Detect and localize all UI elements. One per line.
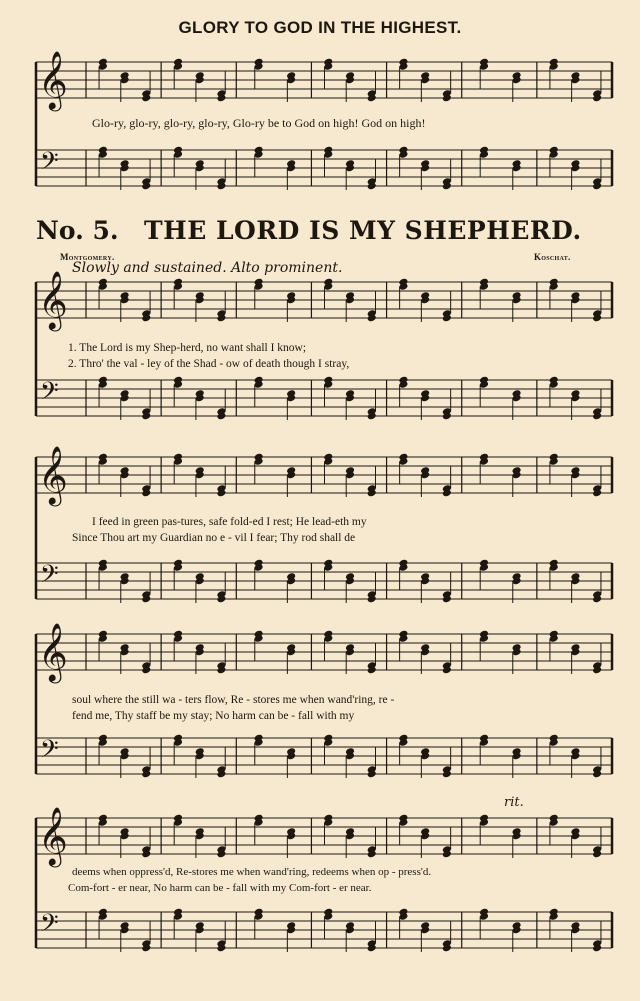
treble-clef: 𝄞 bbox=[38, 50, 68, 110]
bass-clef: 𝄢 bbox=[40, 734, 59, 769]
tempo-marking: Slowly and sustained. Alto prominent. bbox=[72, 260, 343, 276]
bass-clef: 𝄢 bbox=[40, 559, 59, 594]
treble-clef: 𝄞 bbox=[38, 270, 68, 330]
lyric-s3-v2: fend me, Thy staff be my stay; No harm can be - fall with my bbox=[72, 710, 355, 722]
treble-clef: 𝄞 bbox=[38, 622, 68, 682]
hymn-number: No. 5. bbox=[36, 216, 119, 245]
bass-clef: 𝄢 bbox=[40, 376, 59, 411]
lyric-s1-v1: 1. The Lord is my Shep-herd, no want shall I know; bbox=[68, 342, 307, 354]
lyric-s1-v2: 2. Thro' the val - ley of the Shad - ow of death though I stray, bbox=[68, 358, 350, 370]
bass-clef: 𝄢 bbox=[40, 908, 59, 943]
lyric-s3-v1: soul where the still wa - ters flow, Re - stores me when wand'ring, re - bbox=[72, 694, 395, 706]
treble-clef: 𝄞 bbox=[38, 445, 68, 505]
lyric-s2-v2: Since Thou art my Guardian no e - vil I fear; Thy rod shall de bbox=[72, 532, 356, 544]
lyric-s4-v2: Com-fort - er near, No harm can be - fall with my Com-fort - er near. bbox=[68, 882, 372, 894]
rit-marking: rit. bbox=[504, 795, 524, 810]
composer-credit: Koschat. bbox=[534, 252, 571, 262]
treble-clef: 𝄞 bbox=[38, 806, 68, 866]
hymn-header bbox=[36, 216, 616, 250]
author-credit: Montgomery. bbox=[60, 252, 115, 262]
bass-clef: 𝄢 bbox=[40, 146, 59, 181]
lyric-s2-v1: I feed in green pas-tures, safe fold-ed I rest; He lead-eth my bbox=[92, 516, 367, 528]
hymn-title: THE LORD IS MY SHEPHERD. bbox=[144, 216, 582, 245]
top-hymn-title: GLORY TO GOD IN THE HIGHEST. bbox=[178, 18, 462, 37]
top-hymn-lyrics: Glo-ry, glo-ry, glo-ry, glo-ry, Glo-ry be to God on high! God on high! bbox=[92, 116, 426, 130]
lyric-s4-v1: deems when oppress'd, Re-stores me when wand'ring, redeems when op - press'd. bbox=[72, 866, 432, 878]
